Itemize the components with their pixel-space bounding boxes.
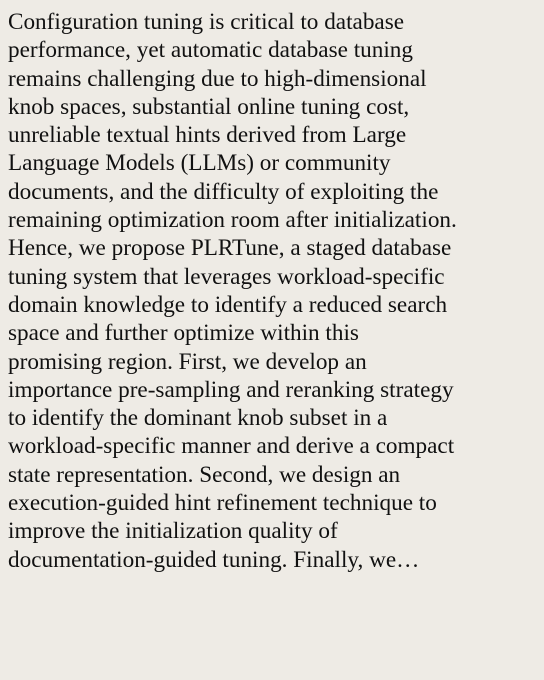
abstract-line: importance pre-sampling and reranking strategy (8, 376, 454, 403)
abstract-paragraph (8, 8, 538, 574)
abstract-line: Language Models (LLMs) or community (8, 150, 391, 177)
abstract-line: Configuration tuning is critical to database (8, 9, 405, 35)
abstract-line: promising region. First, we develop an (8, 348, 367, 375)
abstract-line: workload-specific manner and derive a compact (8, 433, 455, 460)
abstract-line: remains challenging due to high-dimensional (8, 65, 427, 92)
abstract-line: tuning system that leverages workload-specific (8, 263, 445, 290)
abstract-line: execution-guided hint refinement technique to (8, 490, 437, 517)
abstract-line: unreliable textual hints derived from Large (8, 122, 407, 149)
abstract-line: to identify the dominant knob subset in a (8, 405, 388, 432)
abstract-line: Hence, we propose PLRTune, a staged database (8, 235, 452, 262)
abstract-line: improve the initialization quality of (8, 518, 338, 545)
abstract-line: space and further optimize within this (8, 320, 359, 347)
abstract-line: domain knowledge to identify a reduced search (8, 291, 448, 318)
abstract-line: documents, and the difficulty of exploiting the (8, 178, 439, 205)
abstract-line: performance, yet automatic database tuning (8, 37, 413, 64)
abstract-line: state representation. Second, we design an (8, 461, 401, 488)
abstract-line: remaining optimization room after initialization. (8, 207, 457, 234)
abstract-line: knob spaces, substantial online tuning cost, (8, 93, 410, 120)
abstract-line: documentation-guided tuning. Finally, we… (8, 546, 420, 573)
